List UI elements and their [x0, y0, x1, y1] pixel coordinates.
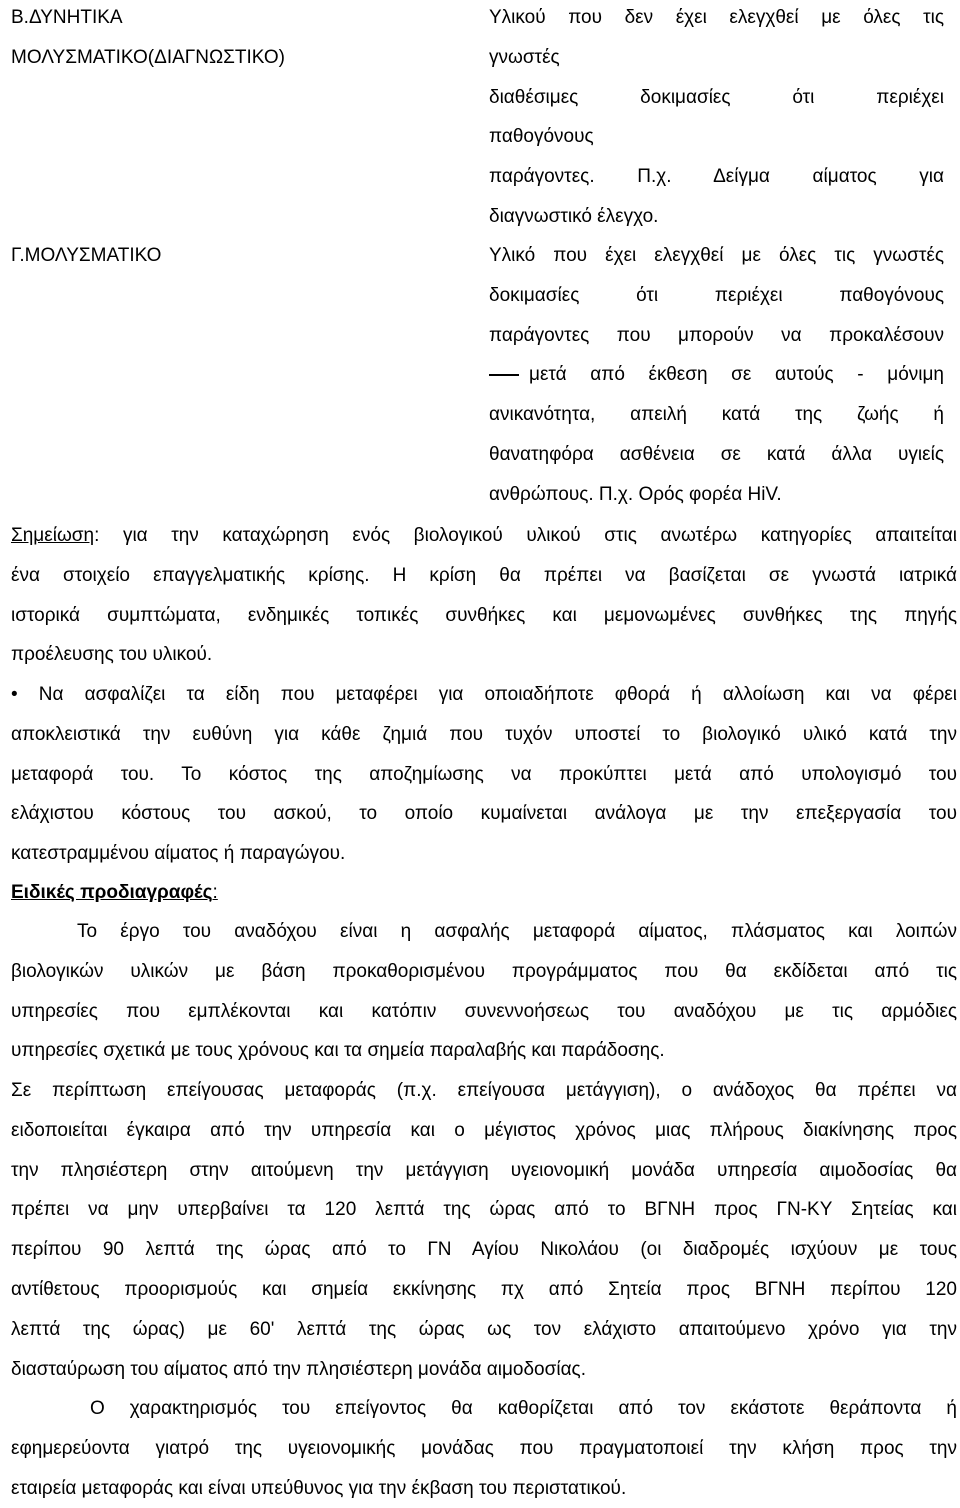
- note-line: προέλευσης του υλικού.: [11, 644, 213, 666]
- category-b-desc-line: παθογόνους: [489, 126, 594, 148]
- specs-heading-text: Ειδικές προδιαγραφές: [11, 882, 213, 903]
- specs-p2-line: διασταύρωση του αίματος από την πλησιέστερη μονάδα αιμοδοσίας.: [11, 1358, 586, 1380]
- category-row-b: [0, 0, 960, 238]
- category-b-label: [11, 0, 481, 78]
- specs-p3-line: Ο χαρακτηρισμός του επείγοντος θα καθορίζεται από τον εκάστοτε θεράποντα ή: [90, 1398, 957, 1419]
- category-row-g: [0, 236, 960, 516]
- category-g-label-line: Γ.ΜΟΛΥΣΜΑΤΙΚΟ: [11, 245, 162, 266]
- specs-p3-line: εταιρεία μεταφοράς και είναι υπεύθυνος για την έκβαση του περιστατικού.: [11, 1477, 627, 1499]
- category-b-description: [489, 0, 944, 237]
- specs-p2-line: αντίθετους προορισμούς και σημεία εκκίνησης πχ από Σητεία προς ΒΓΝΗ περίπου 120: [11, 1278, 957, 1300]
- category-g-desc-line: θανατηφόρα ασθένεια σε κατά άλλα υγιείς: [489, 443, 944, 465]
- category-b-label-line: Β.ΔΥΝΗΤΙΚΑ: [11, 7, 123, 28]
- category-g-desc-line-with-dash: [489, 355, 944, 395]
- specs-paragraph-2: [11, 1071, 957, 1389]
- specs-p2-line: πρέπει να μην υπερβαίνει τα 120 λεπτά της ώρας από το ΒΓΝΗ προς ΓΝ-ΚΥ Σητείας και: [11, 1199, 957, 1221]
- bullet-dot: •: [11, 684, 18, 705]
- specs-p2-line: Σε περίπτωση επείγουσας μεταφοράς (π.χ. επείγουσα μετάγγιση), ο ανάδοχος θα πρέπει να: [11, 1080, 957, 1101]
- bullet-line: μεταφορά του. Το κόστος της αποζημίωσης να προκύπτει μετά από υπολογισμό του: [11, 763, 957, 785]
- specs-p2-line: περίπου 90 λεπτά της ώρας από το ΓΝ Αγίου Νικολάου (οι διαδρομές ισχύουν με τους: [11, 1239, 957, 1261]
- specs-paragraph-3: [11, 1389, 957, 1508]
- em-dash-mark: [489, 374, 519, 376]
- bullet-line: κατεστραμμένου αίματος ή παραγώγου.: [11, 843, 346, 865]
- category-g-desc-line: ανθρώπους. Π.χ. Ορός φορέα HiV.: [489, 483, 782, 505]
- specs-heading-line: [11, 873, 957, 913]
- specs-p3-line: εφημερεύοντα γιατρό της υγειονομικής μονάδας που πραγματοποιεί την κλήση προς την: [11, 1437, 957, 1459]
- note-heading: Σημείωση: [11, 525, 95, 546]
- specs-p1-line: υπηρεσίες σχετικά με τους χρόνους και τα σημεία παραλαβής και παράδοσης.: [11, 1040, 665, 1062]
- category-g-desc-line: παράγοντες που μπορούν να προκαλέσουν: [489, 324, 944, 346]
- specs-p1-line: υπηρεσίες που εμπλέκονται και κατόπιν συνεννοήσεως του αναδόχου με τις αρμόδιες: [11, 1000, 957, 1022]
- note-paragraph: [11, 516, 957, 675]
- specs-heading-colon: :: [212, 882, 218, 903]
- specs-p2-line: την πλησιέστερη στην αιτούμενη την μετάγγιση υγειονομική μονάδα υπηρεσία αιμοδοσίας θα: [11, 1159, 957, 1181]
- bullet-line: ελάχιστου κόστους του ασκού, το οποίο κυμαίνεται ανάλογα με την επεξεργασία του: [11, 803, 957, 825]
- note-text: : για την καταχώρηση ενός βιολογικού υλικού στις ανωτέρω κατηγορίες απαιτείται: [94, 525, 957, 546]
- note-line: ένα στοιχείο επαγγελματικής κρίσης. Η κρίση θα πρέπει να βασίζεται σε γνωστά ιατρικά: [11, 564, 957, 586]
- specs-p2-line: λεπτά της ώρας) με 60' λεπτά της ώρας ως τον ελάχιστο απαιτούμενο χρόνο για την: [11, 1318, 957, 1340]
- note-line: [11, 516, 957, 556]
- specs-p1-line: βιολογικών υλικών με βάση προκαθορισμένου προγράμματος που θα εκδίδεται από τις: [11, 960, 957, 982]
- category-g-label: [11, 236, 481, 276]
- category-b-label-line: ΜΟΛΥΣΜΑΤΙΚΟ(ΔΙΑΓΝΩΣΤΙΚΟ): [11, 46, 285, 68]
- category-b-desc-line: διαγνωστικό έλεγχο.: [489, 205, 659, 227]
- bullet-text: Να ασφαλίζει τα είδη που μεταφέρει για οποιαδήποτε φθορά ή αλλοίωση και να φέρει: [38, 684, 957, 705]
- specs-p2-line: ειδοποιείται έγκαιρα από την υπηρεσία και ο μέγιστος χρόνος μιας πλήρους διακίνησης προς: [11, 1119, 957, 1141]
- category-b-desc-line: διαθέσιμες δοκιμασίες ότι περιέχει: [489, 86, 944, 108]
- specs-p1-line: Το έργο του αναδόχου είναι η ασφαλής μεταφορά αίματος, πλάσματος και λοιπών: [77, 921, 957, 942]
- category-g-description: [489, 236, 944, 515]
- category-b-desc-line: Υλικού που δεν έχει ελεγχθεί με όλες τις: [489, 7, 944, 28]
- bullet-paragraph: [11, 675, 957, 874]
- specs-heading: [11, 873, 957, 913]
- category-b-desc-line: παράγοντες. Π.χ. Δείγμα αίματος για: [489, 166, 944, 188]
- category-g-desc-line: Υλικό που έχει ελεγχθεί με όλες τις γνωστές: [489, 245, 944, 266]
- bullet-line: [11, 675, 957, 715]
- category-g-desc-line: δοκιμασίες ότι περιέχει παθογόνους: [489, 284, 944, 306]
- category-g-desc-line: μετά από έκθεση σε αυτούς - μόνιμη: [529, 364, 944, 386]
- note-line: ιστορικά συμπτώματα, ενδημικές τοπικές συνθήκες και μεμονωμένες συνθήκες της πηγής: [11, 604, 957, 626]
- category-b-desc-line: γνωστές: [489, 46, 560, 68]
- category-g-desc-line: ανικανότητα, απειλή κατά της ζωής ή: [489, 404, 944, 426]
- bullet-line: αποκλειστικά την ευθύνη για κάθε ζημιά που τυχόν υποστεί το βιολογικό υλικό κατά την: [11, 723, 957, 745]
- specs-paragraph-1: [11, 912, 957, 1071]
